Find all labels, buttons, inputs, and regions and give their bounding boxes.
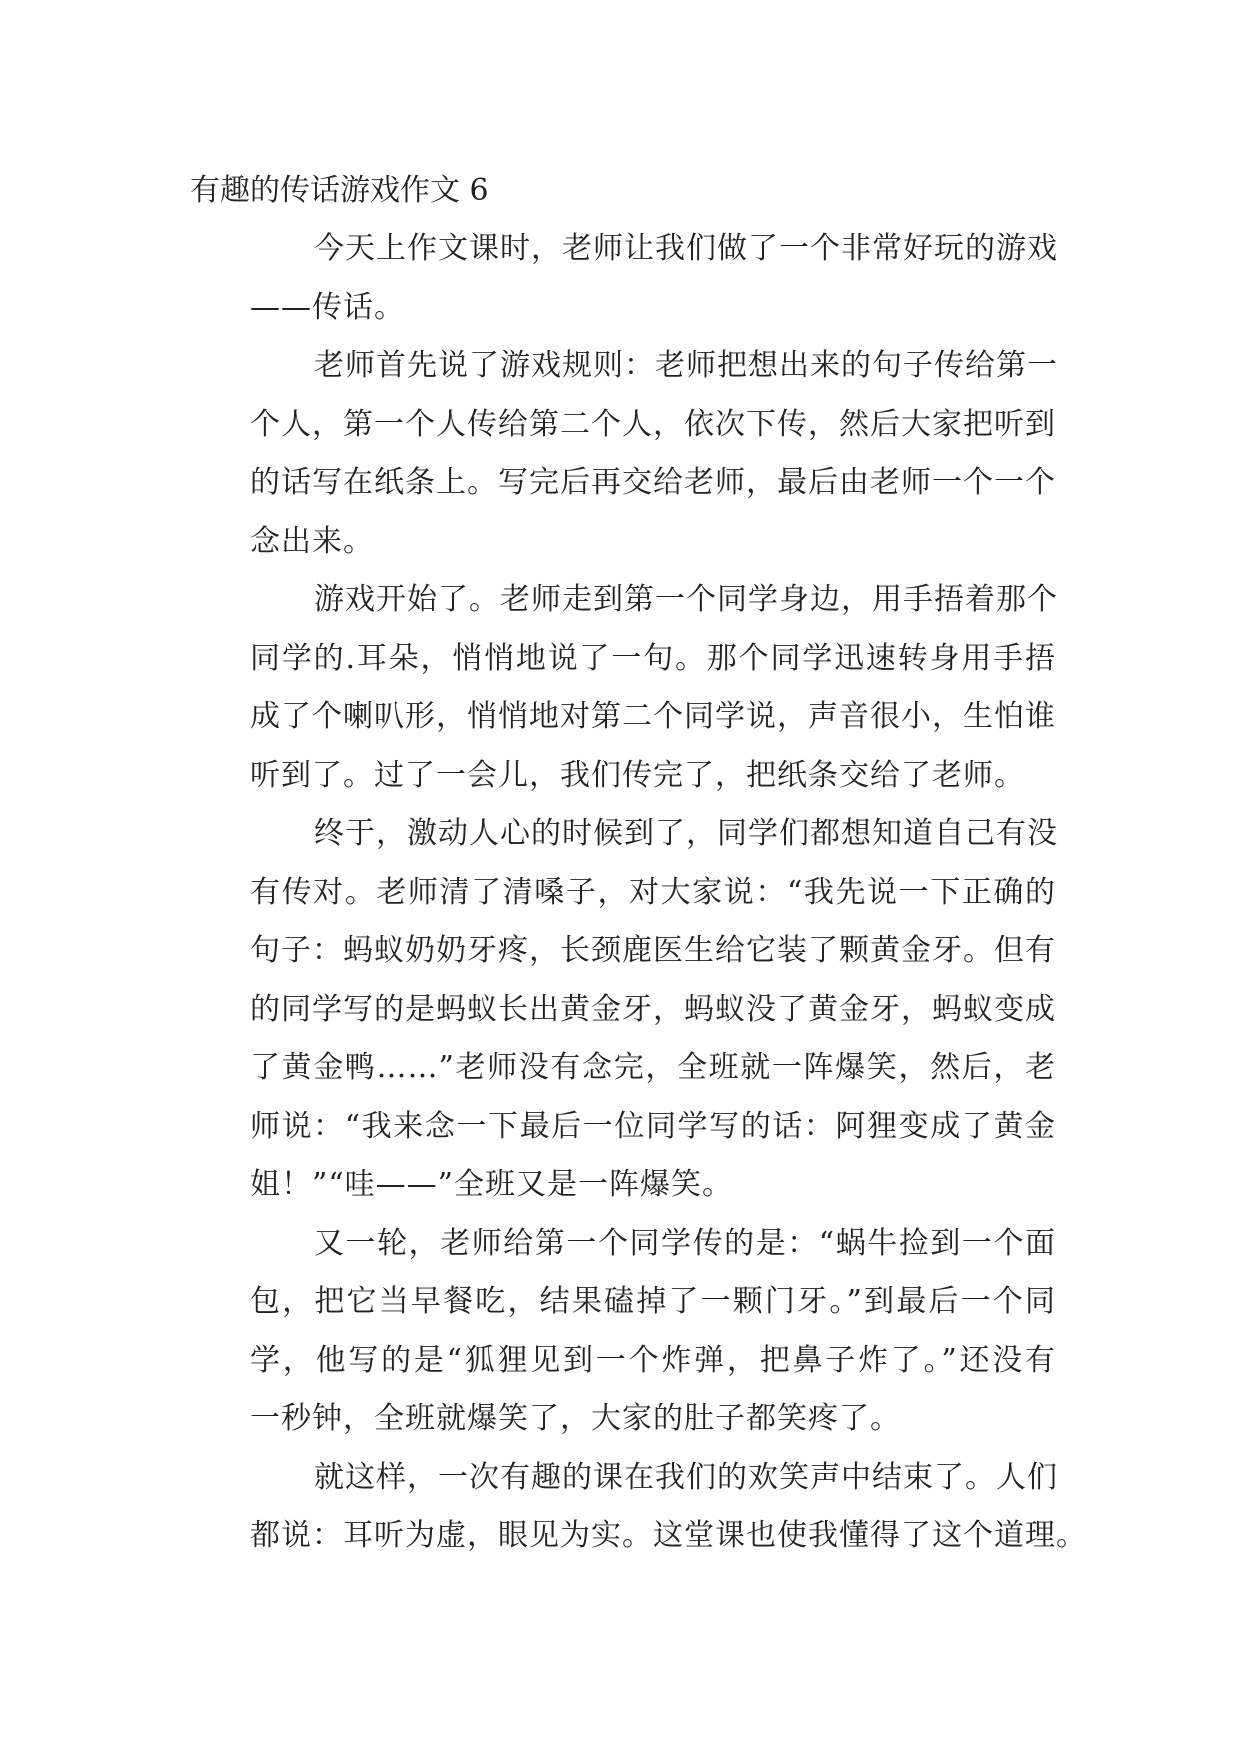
paragraph-6 bbox=[190, 1449, 1087, 1566]
paragraph-line: 有传对。老师清了清嗓子，对大家说：“我先说一下正确的 bbox=[250, 874, 1056, 910]
paragraph-line: 就这样，一次有趣的课在我们的欢笑声中结束了。人们 bbox=[314, 1459, 1058, 1495]
paragraph-line: 又一轮，老师给第一个同学传的是：“蜗牛捡到一个面 bbox=[314, 1225, 1056, 1261]
paragraph-line: 个人，第一个人传给第二个人，依次下传，然后大家把听到 bbox=[250, 406, 1056, 442]
paragraph-line: 成了个喇叭形，悄悄地对第二个同学说，声音很小，生怕谁 bbox=[250, 699, 1056, 734]
paragraph-3 bbox=[190, 571, 1056, 805]
paragraph-5 bbox=[190, 1215, 1056, 1449]
paragraph-line: 一秒钟，全班就爆笑了，大家的肚子都笑疼了。 bbox=[250, 1401, 901, 1436]
paragraph-line: 的话写在纸条上。写完后再交给老师，最后由老师一个一个 bbox=[250, 465, 1056, 500]
paragraph-line: 今天上作文课时，老师让我们做了一个非常好玩的游戏 bbox=[314, 231, 1058, 266]
paragraph-2 bbox=[190, 337, 1056, 571]
paragraph-line: 的同学写的是蚂蚁长出黄金牙，蚂蚁没了黄金牙，蚂蚁变成 bbox=[250, 991, 1056, 1027]
paragraph-line: 游戏开始了。老师走到第一个同学身边，用手捂着那个 bbox=[314, 582, 1058, 617]
paragraph-line: 老师首先说了游戏规则：老师把想出来的句子传给第一 bbox=[314, 348, 1058, 383]
paragraph-line: 姐！”“哇——”全班又是一阵爆笑。 bbox=[250, 1167, 734, 1202]
paragraph-line: 句子：蚂蚁奶奶牙疼，长颈鹿医生给它装了颗黄金牙。但有 bbox=[250, 933, 1056, 968]
paragraph-line: 念出来。 bbox=[250, 523, 374, 559]
paragraph-line: ——传话。 bbox=[250, 289, 405, 325]
paragraph-line: 学，他写的是“狐狸见到一个炸弹，把鼻子炸了。”还没有 bbox=[250, 1342, 1056, 1378]
paragraph-line: 同学的.耳朵，悄悄地说了一句。那个同学迅速转身用手捂 bbox=[250, 640, 1056, 676]
document-title: 有趣的传话游戏作文 6 bbox=[190, 173, 489, 208]
paragraph-line: 终于，激动人心的时候到了，同学们都想知道自己有没 bbox=[314, 816, 1058, 851]
document-body bbox=[190, 162, 1087, 1566]
paragraph-4 bbox=[190, 805, 1056, 1215]
paragraph-line: 听到了。过了一会儿，我们传完了，把纸条交给了老师。 bbox=[250, 757, 1025, 793]
paragraph-1 bbox=[190, 220, 1056, 337]
paragraph-line: 了黄金鸭……”老师没有念完，全班就一阵爆笑，然后，老 bbox=[250, 1050, 1056, 1085]
paragraph-line: 包，把它当早餐吃，结果磕掉了一颗门牙。”到最后一个同 bbox=[250, 1284, 1056, 1319]
paragraph-line: 师说：“我来念一下最后一位同学写的话：阿狸变成了黄金 bbox=[250, 1108, 1056, 1144]
paragraph-line: 都说：耳听为虚，眼见为实。这堂课也使我懂得了这个道理。 bbox=[250, 1518, 1087, 1553]
